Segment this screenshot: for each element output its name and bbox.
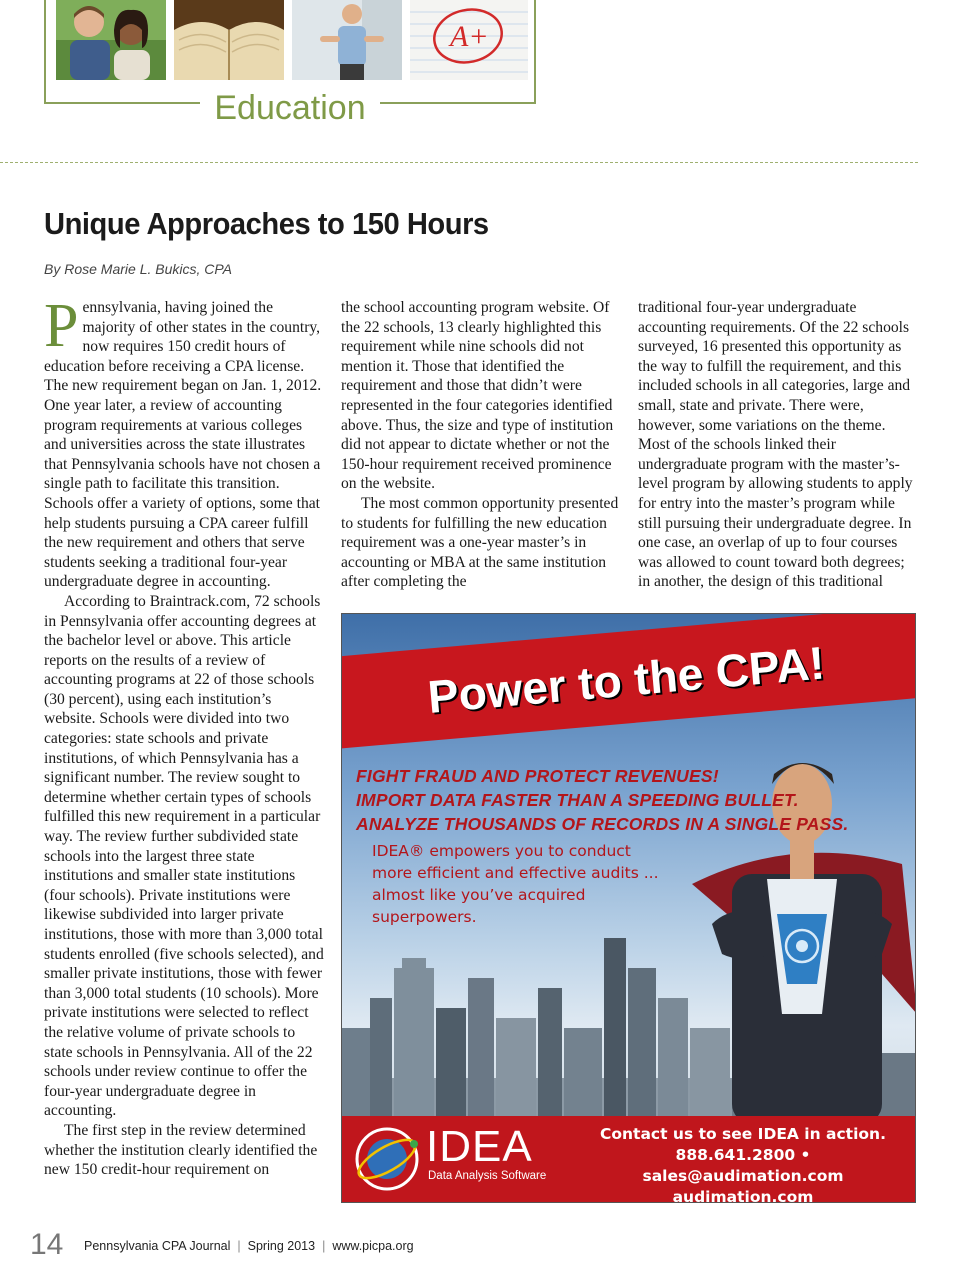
idea-logo-icon: [352, 1124, 422, 1194]
teacher-photo: [292, 0, 402, 80]
footer-separator: |: [322, 1239, 326, 1253]
article-byline: By Rose Marie L. Bukics, CPA: [44, 261, 233, 277]
article-paragraph: The first step in the review determined whether the institution clearly identified the new 150 credit-hour requirement on: [44, 1121, 318, 1179]
ad-body-copy: IDEA® empowers you to conduct more efficient and effective audits ... almost like you’ve acquired superpowers.: [372, 842, 659, 926]
issue-date: Spring 2013: [247, 1239, 316, 1253]
section-label: Education: [200, 88, 380, 128]
article-column-1: [44, 292, 324, 1180]
drop-cap: P: [44, 292, 79, 360]
idea-brand-tagline: Data Analysis Software: [428, 1170, 547, 1182]
footer-separator: |: [237, 1239, 241, 1253]
ad-contact-cta: Contact us to see IDEA in action.: [600, 1125, 886, 1143]
article-column-2: [341, 298, 621, 592]
ad-tagline: IMPORT DATA FASTER THAN A SPEEDING BULLET.: [356, 790, 799, 810]
website-link[interactable]: www.picpa.org: [332, 1239, 414, 1253]
article-paragraph: According to Braintrack.com, 72 schools in Pennsylvania offer accounting degrees at the bachelor level or above. This article reports on the results of a review of accounting programs at 22 of those schools (30 percent), using each institution’s website. Schools were divided into two categories: state schools and private institutions, of which Pennsylvania has a significant number. The review sought to determine whether certain types of schools fulfilled this new requirement in a particular way. The review further subdivided state schools into the largest three state institutions and smaller state institutions (four schools). Private institutions were likewise subdivided into larger private institutions, those with more than 3,000 total students enrolled (five schools selected), and smaller private institutions, those with fewer than 3,000 total students (10 schools). More private institutions were selected to reflect the relative volume of private schools to state schools in Pennsylvania. All of the 22 schools under review continue to offer the four-year undergraduate degree in accounting.: [44, 592, 324, 1120]
article-column-3: [638, 298, 918, 592]
ad-tagline: FIGHT FRAUD AND PROTECT REVENUES!: [356, 766, 719, 786]
section-divider: [0, 162, 918, 163]
article-paragraph: the school accounting program website. Of the 22 schools, 13 clearly highlighted this requirement while nine schools did not mention it. Those that identified the requirement and those that didn’t were represented in the four categories identified above. Thus, the size and type of institution did not appear to dictate whether or not the 150-hour requirement received prominence on the website.: [341, 299, 614, 493]
svg-text:A+: A+: [450, 20, 489, 53]
a-plus-grade-photo: [410, 0, 528, 80]
page-number: 14: [30, 1228, 64, 1261]
ad-headline: Power to the CPA!: [425, 636, 827, 723]
idea-advertisement[interactable]: [341, 613, 916, 1203]
journal-name: Pennsylvania CPA Journal: [84, 1239, 231, 1253]
ad-contact-block: [583, 1124, 903, 1203]
ad-tagline: ANALYZE THOUSANDS OF RECORDS IN A SINGLE PASS.: [356, 814, 849, 834]
ad-taglines: [356, 764, 848, 836]
ad-footer: [342, 1116, 916, 1202]
ad-contact-website[interactable]: audimation.com: [672, 1188, 814, 1203]
students-photo: [56, 0, 166, 80]
article-title: Unique Approaches to 150 Hours: [44, 206, 489, 241]
open-book-photo: [174, 0, 284, 80]
ad-contact-phone-email[interactable]: 888.641.2800 • sales@audimation.com: [642, 1146, 844, 1185]
idea-brand-name: IDEA: [426, 1122, 533, 1171]
article-paragraph: traditional four-year undergraduate accounting requirements. Of the 22 schools surveyed, 16 presented this opportunity as the way to fulfill the requirement, and this included schools in all categories, large and small, state and private. There were, however, some variations on the theme. Most of the schools linked their undergraduate program with the master’s-level program by allowing students to apply for entry into the master’s program while still pursuing their undergraduate degree. In one case, an overlap of up to four courses was allowed to count toward both degrees; in another, the design of this traditional: [638, 299, 913, 591]
article-paragraph: Pennsylvania, having joined the majority of other states in the country, now requires 150 credit hours of education before receiving a CPA license. The new requirement began on Jan. 1, 2012. One year later, a review of accounting program requirements at various colleges and universities across the state illustrates that Pennsylvania schools have not chosen a single path to facilitate this transition. Schools offer a variety of options, some that help students pursuing a CPA career fulfill the new requirement and others that serve students seeking a traditional four-year undergraduate degree in accounting.: [44, 292, 322, 591]
page-footer: [84, 1239, 414, 1253]
article-paragraph: The most common opportunity presented to students for fulfilling the new education requirement was a one-year master’s in accounting or MBA at the same institution after completing the: [341, 494, 619, 591]
